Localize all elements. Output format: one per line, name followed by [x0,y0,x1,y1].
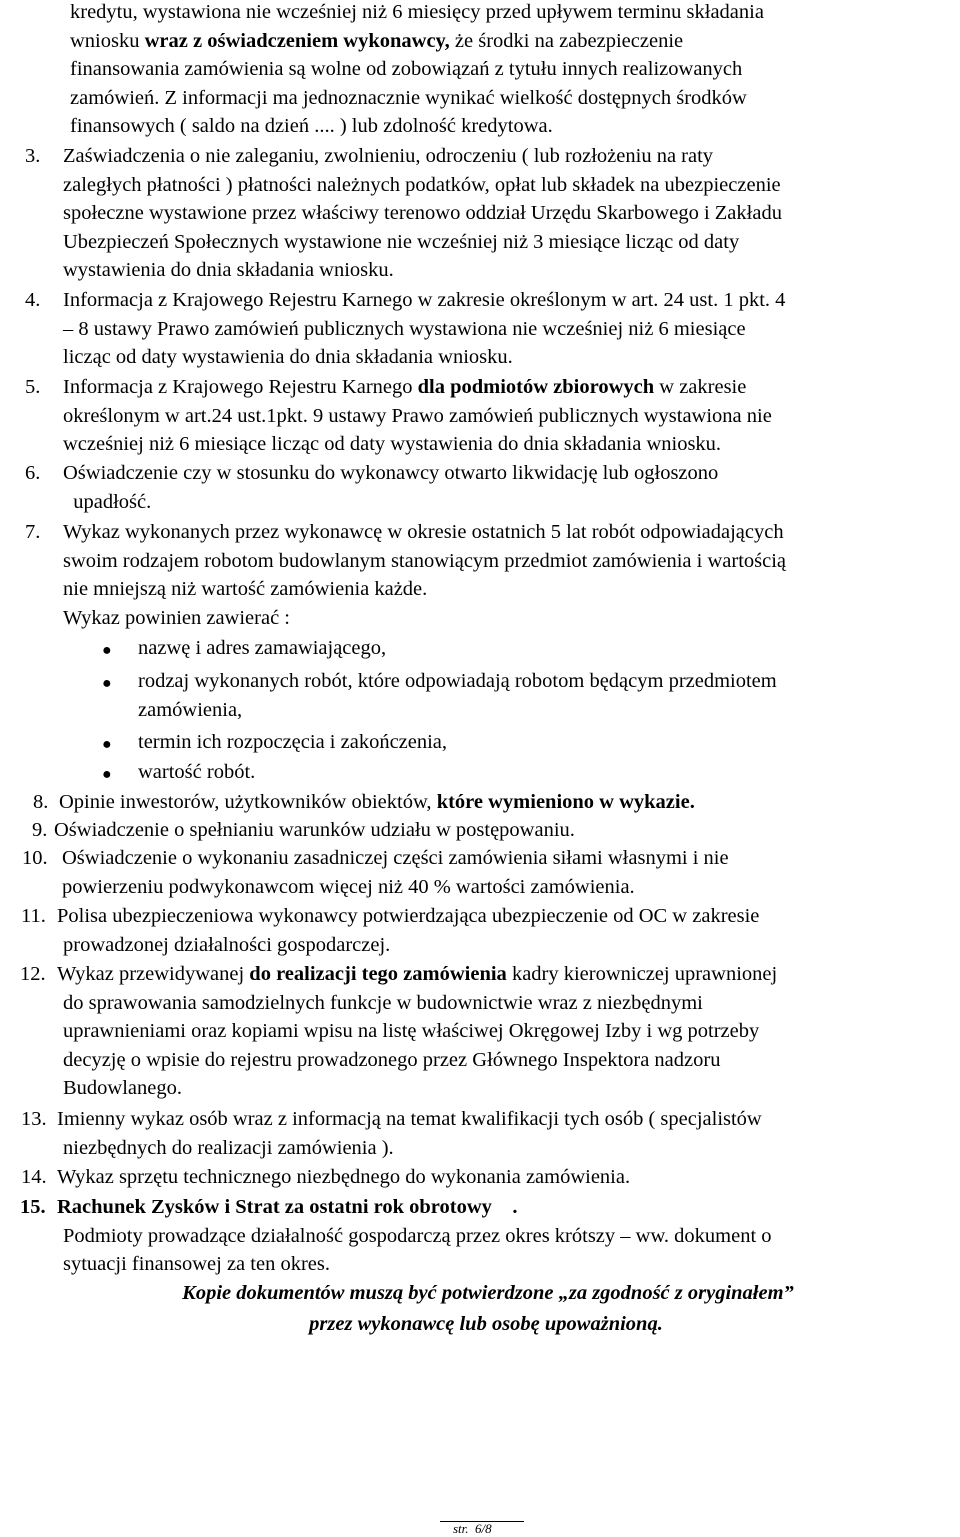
item-number: 15. [20,1196,46,1218]
page-number: str. 6/8 [453,1521,492,1536]
bullet-line: zamówienia, [138,698,243,721]
bullet-dot-icon: ● [102,675,112,692]
item-number: 13. [21,1108,47,1130]
item-line: – 8 ustawy Prawo zamówień publicznych wystawiona nie wcześniej niż 6 miesiące [63,317,746,340]
list-item-9 [32,816,575,845]
item-line: licząc od daty wystawienia do dnia składania wniosku. [63,346,513,369]
item-line: Wykaz sprzętu technicznego niezbędnego do wykonania zamówienia. [57,1166,631,1188]
item-line: Podmioty prowadzące działalność gospodarczą przez okres krótszy – ww. dokument o [63,1224,772,1247]
item-line: powierzeniu podwykonawcom więcej niż 40 % wartości zamówienia. [62,875,635,898]
intro-line: finansowania zamówienia są wolne od zobowiązań z tytułu innych realizowanych [70,58,743,81]
list-item-15 [20,1193,772,1279]
intro-line: kredytu, wystawiona nie wcześniej niż 6 miesięcy przed upływem terminu składania [70,1,764,23]
bullet-dot-icon: ● [102,736,112,753]
list-item-14 [21,1163,631,1192]
item-line: Budowlanego. [63,1077,182,1100]
item-line: uprawnieniami oraz kopiami wpisu na listę właściwej Okręgowej Izby i wg potrzeby [63,1020,760,1043]
item-line: Oświadczenie o spełnianiu warunków udziału w postępowaniu. [54,819,575,841]
item-line: Informacja z Krajowego Rejestru Karnego w zakresie określonym w art. 24 ust. 1 pkt. 4 [63,289,786,311]
intro-paragraph [70,0,764,141]
item-line: Informacja z Krajowego Rejestru Karnego dla podmiotów zbiorowych w zakresie [63,376,747,398]
item-number: 6. [25,462,41,484]
item-line: upadłość. [63,490,152,513]
list-item-13 [21,1105,762,1162]
item-line: Oświadczenie czy w stosunku do wykonawcy otwarto likwidację lub ogłoszono [63,462,719,484]
item-number: 9. [32,819,48,841]
list-item-6 [25,459,719,516]
item-number: 7. [25,521,41,543]
list-item-7 [25,518,787,632]
intro-line: finansowych ( saldo na dzień .... ) lub zdolność kredytowa. [70,115,553,138]
bullet-item [138,667,777,724]
item-line: zaległych płatności ) płatności należnych podatków, opłat lub składek na ubezpieczenie [63,173,781,196]
item-line: Opinie inwestorów, użytkowników obiektów, które wymieniono w wykazie. [59,791,695,813]
list-item-3 [25,142,782,285]
item-line: Wykaz przewidywanej do realizacji tego zamówienia kadry kierowniczej uprawnionej [57,963,778,985]
item-number: 4. [25,289,41,311]
intro-line: zamówień. Z informacji ma jednoznacznie wynikać wielkość dostępnych środków [70,86,747,109]
item-number: 8. [33,791,49,813]
item-number: 3. [25,145,41,167]
bullet-item [138,758,255,787]
intro-line: wniosku wraz z oświadczeniem wykonawcy, że środki na zabezpieczenie [70,29,684,52]
bullet-item [138,728,447,757]
item-number: 12. [20,963,46,985]
item-line: określonym w art.24 ust.1pkt. 9 ustawy Prawo zamówień publicznych wystawiona nie [63,404,772,427]
item-line: do sprawowania samodzielnych funkcje w budownictwie wraz z niezbędnymi [63,991,703,1014]
item-line: Polisa ubezpieczeniowa wykonawcy potwierdzająca ubezpieczenie od OC w zakresie [57,905,760,927]
list-item-5 [25,373,772,459]
list-item-11 [21,902,760,959]
bullet-item [138,634,386,663]
item-line: Oświadczenie o wykonaniu zasadniczej części zamówienia siłami własnymi i nie [62,847,729,869]
item-line: decyzję o wpisie do rejestru prowadzonego przez Głównego Inspektora nadzoru [63,1048,721,1071]
item-line: Rachunek Zysków i Strat za ostatni rok obrotowy . [57,1196,518,1218]
item-line: Wykaz powinien zawierać : [63,606,291,629]
bullet-line: termin ich rozpoczęcia i zakończenia, [138,731,448,753]
list-item-4 [25,286,786,372]
item-number: 11. [21,905,46,927]
item-line: prowadzonej działalności gospodarczej. [63,933,391,956]
bullet-line: wartość robót. [138,761,256,783]
item-line: wystawienia do dnia składania wniosku. [63,259,394,282]
item-line: niezbędnych do realizacji zamówienia ). [63,1136,394,1159]
item-line: Wykaz wykonanych przez wykonawcę w okresie ostatnich 5 lat robót odpowiadających [63,521,784,543]
bullet-dot-icon: ● [102,642,112,659]
bullet-line: rodzaj wykonanych robót, które odpowiadają robotom będącym przedmiotem [138,670,777,692]
bullet-line: nazwę i adres zamawiającego, [138,637,387,659]
item-line: sytuacji finansowej za ten okres. [63,1253,330,1276]
list-item-10 [22,844,729,901]
closing-line-2: przez wykonawcę lub osobę upoważnioną. [309,1313,663,1335]
list-item-12 [20,960,778,1103]
item-line: wcześniej niż 6 miesiące licząc od daty wystawienia do dnia składania wniosku. [63,433,722,456]
bullet-dot-icon: ● [102,766,112,783]
item-number: 5. [25,376,41,398]
item-line: Zaświadczenia o nie zaleganiu, zwolnieniu, odroczeniu ( lub rozłożeniu na raty [63,145,714,167]
item-number: 14. [21,1166,47,1188]
item-number: 10. [22,847,48,869]
item-line: Ubezpieczeń Społecznych wystawione nie wcześniej niż 3 miesiące licząc od daty [63,230,740,253]
item-line: społeczne wystawione przez właściwy terenowo oddział Urzędu Skarbowego i Zakładu [63,202,782,225]
closing-line-1: Kopie dokumentów muszą być potwierdzone „za zgodność z oryginałem” [182,1282,794,1304]
item-line: Imienny wykaz osób wraz z informacją na temat kwalifikacji tych osób ( specjalistów [57,1108,762,1130]
item-line: swoim rodzajem robotom budowlanym stanowiącym przedmiot zamówienia i wartością [63,549,787,572]
item-line: nie mniejszą niż wartość zamówienia każde. [63,578,428,601]
list-item-8 [33,788,695,817]
